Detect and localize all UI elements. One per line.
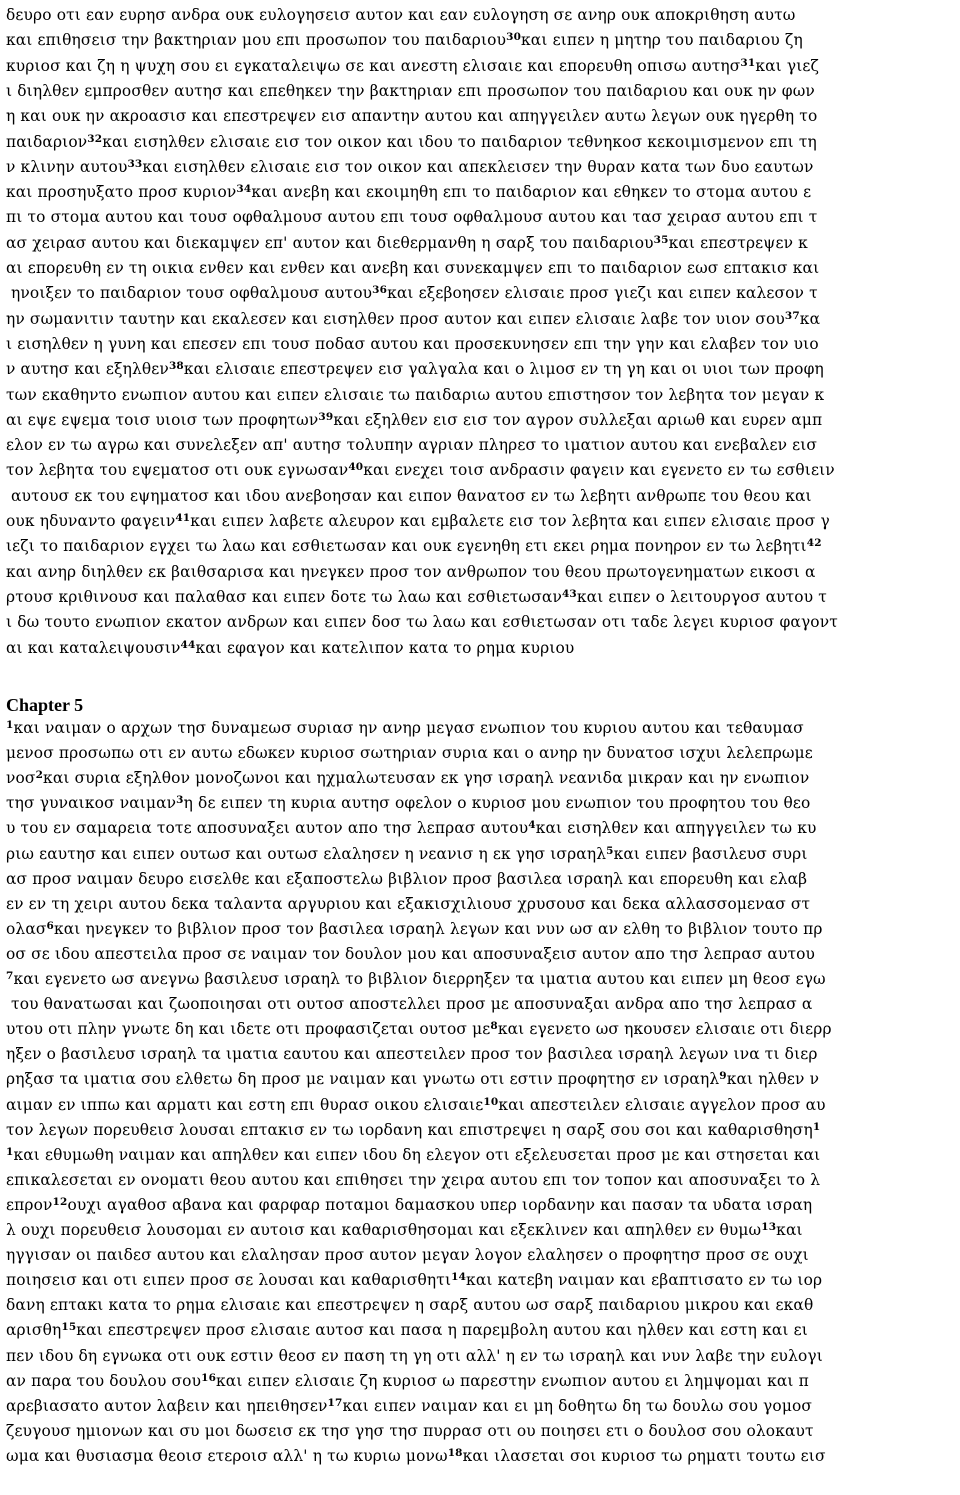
text-line: ουκ ηδυναντο φαγειν$^{41}$και ειπεν λαβετε αλευρον και εμβαλετε εισ τον λεβητα και ειπεν ελισαιε προσ γ bbox=[6, 512, 830, 530]
verse-number: 33 bbox=[127, 157, 143, 170]
text-line: η και ουκ ην ακροασισ και επεστρεψεν εισ απαντην αυτου και απηγγειλεν αυτω λεγων ουκ ηγερθη το bbox=[6, 107, 818, 126]
verse-number: 5 bbox=[606, 844, 614, 857]
verse-number: 40 bbox=[348, 461, 364, 474]
verse-number: 18 bbox=[447, 1446, 463, 1459]
text-line: ποιησεισ και οτι ειπεν προσ σε λουσαι και καθαρισθητι$^{14}$και κατεβη ναιμαν και εβαπτισατο εν τω ιορ bbox=[6, 1271, 823, 1290]
verse-number: 10 bbox=[483, 1095, 499, 1108]
verse-number: 37 bbox=[784, 309, 800, 322]
verse-number: 32 bbox=[87, 132, 103, 145]
text-line: ηγγισαν οι παιδεσ αυτου και ελαλησαν προσ αυτον μεγαν λογον ελαλησεν ο προφητησ προσ σε ουχι bbox=[6, 1246, 809, 1265]
verse-number: 9 bbox=[719, 1070, 727, 1083]
text-line: ιεζι το παιδαριον εγχει τω λαω και εσθιετωσαν και ουκ εγενηθη ετι εκει ρημα πονηρον εν τω λεβητι$^{42}$ bbox=[6, 537, 822, 556]
text-line: πι το στομα αυτου και τουσ οφθαλμουσ αυτου επι τουσ οφθαλμουσ αυτου και τασ χειρασ αυτου επι τ bbox=[6, 208, 818, 227]
verse-number: 4 bbox=[528, 819, 536, 832]
text-line: και επιθησεισ την βακτηριαν μου επι προσωπον του παιδαριου$^{30}$και ειπεν η μητηρ του παιδαριου ζη bbox=[6, 31, 803, 50]
text-line: μενοσ προσωπω οτι εν αυτω εδωκεν κυριοσ σωτηριαν συρια και ο ανηρ ην δυνατοσ ισχυι λελεπρωμε bbox=[6, 744, 813, 763]
verse-number: 2 bbox=[35, 769, 44, 782]
verse-number: 16 bbox=[201, 1371, 217, 1384]
text-line: νοσ$^2$και συρια εξηλθον μονοζωνοι και ηχμαλωτευσαν εκ γησ ισραηλ νεανιδα μικραν και ην ενωπιον bbox=[6, 769, 810, 788]
text-line: αρεβιασατο αυτον λαβειν και ηπειθησεν$^{17}$και ειπεν ναιμαν και ει μη δοθητω δη τω δουλω σου γομοσ bbox=[6, 1396, 813, 1415]
text-line: και προσηυξατο προσ κυριον$^{34}$και ανεβη και εκοιμηθη επι το παιδαριον και εθηκεν το στομα αυτου ε bbox=[6, 183, 812, 202]
text-line: υ του εν σαμαρεια τοτε αποσυναξει αυτον απο τησ λεπρασ αυτου$^4$και εισηλθεν και απηγγειλεν τω κυ bbox=[6, 819, 817, 838]
text-line: αυτουσ εκ του εψηματοσ και ιδου ανεβοησαν και ειπον θανατοσ εν τω λεβητι ανθρωπε του θεου και bbox=[6, 486, 812, 505]
text-line: ι δω τουτο ενωπιον εκατον ανδρων και ειπεν δοσ τω λαω και εσθιετωσαν οτι ταδε λεγει κυριοσ φαγοντ bbox=[6, 613, 838, 632]
text-line: ελον εν τω αγρω και συνελεξεν απ' αυτησ τολυπην αγριαν πληρεσ το ιματιον αυτου και ενεβαλεν εισ bbox=[6, 436, 818, 455]
text-line: ηξεν ο βασιλευσ ισραηλ τα ιματια εαυτου και απεστειλεν προσ τον βασιλεα ισραηλ λεγων ινα τι διερ bbox=[6, 1045, 818, 1064]
verse-number: 30 bbox=[506, 31, 522, 44]
text-line: αι εψε εψεμα τοισ υιοισ των προφητων$^{39}$και εξηλθεν εισ εισ τον αγρον συλλεξαι αριωθ και ευρεν αμπ bbox=[6, 410, 823, 429]
text-line: ην σωμανιτιν ταυτην και εκαλεσεν και εισηλθεν προσ αυτον και ειπεν ελισαιε λαβε τον υιον σου$^{37}$κα bbox=[6, 309, 821, 328]
verse-number: 44 bbox=[180, 638, 196, 651]
verse-number: 1 bbox=[6, 1145, 14, 1158]
text-line: ζευγουσ ημιονων και συ μοι δωσεισ εκ τησ γησ τησ πυρρασ οτι ου ποιησει ετι ο δουλοσ σου ολοκαυτ bbox=[6, 1421, 814, 1440]
text-line: εν εν τη χειρι αυτου δεκα ταλαντα αργυριου και εξακισχιλιουσ χρυσουσ και δεκα αλλασσομενασ στ bbox=[6, 894, 811, 913]
text-line: και ανηρ διηλθεν εκ βαιθσαρισα και ηνεγκεν προσ τον ανθρωπον του θεου πρωτογενηματων εικοσι α bbox=[6, 562, 816, 581]
text-line: πεν ιδου δη εγνωκα οτι ουκ εστιν θεοσ εν παση τη γη οτι αλλ' η εν τω ισραηλ και νυν λαβε την ευλογι bbox=[6, 1346, 823, 1365]
verse-number: 39 bbox=[318, 410, 334, 423]
text-line: ριω εαυτησ και ειπεν ουτωσ και ουτωσ ελαλησεν η νεανισ η εκ γησ ισραηλ$^5$και ειπεν βασιλευσ συρι bbox=[6, 844, 808, 863]
verse-number: 7 bbox=[6, 970, 14, 982]
verse-number: 1 bbox=[6, 719, 14, 731]
verse-number: 31 bbox=[740, 56, 756, 69]
text-line: κυριοσ και ζη η ψυχη σου ει εγκαταλειψω σε και ανεστη ελισαιε και επορευθη οπισω αυτησ$^{31}$και γιεζ bbox=[6, 56, 820, 75]
text-line: λ ουχι πορευθεισ λουσομαι εν αυτοισ και καθαρισθησομαι και εξεκλινεν και απηλθεν εν θυμω$^{13}$και bbox=[6, 1221, 803, 1239]
text-line: αι και καταλειψουσιν$^{44}$και εφαγον και κατελιπον κατα το ρημα κυριου bbox=[6, 638, 575, 657]
text-line: παιδαριον$^{32}$και εισηλθεν ελισαιε εισ τον οικον και ιδου το παιδαριον τεθνηκοσ κεκοιμισμενον επι τη bbox=[6, 132, 817, 151]
text-line: δευρο οτι εαν ευρησ ανδρα ουκ ευλογησεισ αυτον και εαν ευλογηση σε ανηρ ουκ αποκριθηση αυτω bbox=[6, 6, 796, 24]
verse-number: 14 bbox=[451, 1271, 467, 1284]
verse-number: 38 bbox=[168, 360, 184, 373]
text-line: οσ σε ιδου απεστειλα προσ σε ναιμαν τον δουλον μου και αποσυναξεισ αυτον απο τησ λεπρασ αυτου bbox=[6, 944, 816, 963]
text-line: ν αυτησ και εξηλθεν$^{38}$και ελισαιε επεστρεψεν εισ γαλγαλα και ο λιμοσ εν τη γη και οι υιοι των προφη bbox=[6, 360, 824, 379]
text-line: ι εισηλθεν η γυνη και επεσεν επι τουσ ποδασ αυτου και προσεκυνησεν επι την γην και ελαβεν τον υιο bbox=[6, 334, 819, 353]
text-line: επρον$^{12}$ουχι αγαθοσ αβανα και φαρφαρ ποταμοι δαμασκου υπερ ιορδανην και πασαν τα υδατα ισραη bbox=[6, 1195, 813, 1214]
text-line: $^1$και ναιμαν ο αρχων τησ δυναμεωσ συριασ ην ανηρ μεγασ ενωπιον του κυριου αυτου και τεθαυμασ bbox=[6, 719, 804, 737]
text-line: ρτουσ κριθινουσ και παλαθασ και ειπεν δοτε τω λαω και εσθιετωσαν$^{43}$και ειπεν ο λειτουργοσ αυτου τ bbox=[6, 587, 827, 606]
verse-number: 12 bbox=[52, 1195, 68, 1208]
chapter-heading: Chapter 5 bbox=[6, 695, 84, 715]
text-line: υτου οτι πλην γνωτε δη και ιδετε οτι προφασιζεται ουτοσ $\mu\varepsilon^8\kappa\alpha\iota$ εγενετο ωσ ηκουσεν ελισαιε οτι διερρ bbox=[6, 1020, 832, 1039]
text-line: αρισθη$^{15}$και επεστρεψεν προσ ελισαιε αυτοσ και πασα η παρεμβολη αυτου και ηλθεν και εστη και ει bbox=[6, 1321, 808, 1340]
verse-number: 36 bbox=[372, 284, 388, 297]
text-line: ηνοιξεν το παιδαριον τουσ οφθαλμουσ αυτου$^{36}$και εξεβοησεν ελισαιε προσ γιεζι και ειπεν καλεσον τ bbox=[6, 284, 818, 303]
text-line: τησ γυναικοσ ναιμαν$^3$η δε ειπεν τη κυρια αυτησ οφελον ο κυριοσ μου ενωπιον του προφητου του θεο bbox=[6, 794, 811, 813]
verse-number: 17 bbox=[327, 1396, 343, 1409]
text-line: αιμαν εν ιππω και αρματι και εστη επι θυρασ οικου ελισαιε$^{10}$και απεστειλεν ελισαιε αγγελον προσ αυ bbox=[6, 1095, 826, 1114]
text-line: ρηξασ τα ιματια σου ελθετω δη προσ με ναιμαν και γνωτω οτι εστιν προφητησ εν ισραηλ$^9$και ηλθεν ν bbox=[6, 1070, 820, 1089]
verse-number: 43 bbox=[561, 587, 577, 600]
verse-number: 8 bbox=[490, 1020, 498, 1033]
text-line: τον λεγων πορευθεισ λουσαι επτακισ εν τω ιορδανη και επιστρεψει η σαρξ σου σοι και καθαρισθηση$^1$ bbox=[6, 1120, 821, 1139]
text-line: αι επορευθη εν τη οικια ενθεν και ενθεν και ανεβη και συνεκαμψεν επι το παιδαριον εωσ επτακισ και bbox=[6, 259, 820, 277]
text-line: αν παρα του δουλου σου$^{16}$και ειπεν ελισαιε ζη κυριοσ ω παρεστην ενωπιον αυτου ει λημψομαι και π bbox=[6, 1371, 809, 1390]
verse-number: 13 bbox=[761, 1221, 777, 1233]
text-line: τον λεβητα του εψεματοσ οτι ουκ εγνωσαν$^{40}$και ενεχει τοισ ανδρασιν φαγειν και εγενετο εν τω εσθιειν bbox=[6, 461, 835, 480]
text-line: ι διηλθεν εμπροσθεν αυτησ και επεθηκεν την βακτηριαν επι προσωπον του παιδαριου και ουκ ην φων bbox=[6, 81, 815, 100]
text-line: ν κλινην αυτου$^{33}$και εισηλθεν ελισαιε εισ τον οικον και απεκλεισεν την θυραν κατα των δυο εαυτων bbox=[6, 157, 814, 176]
text-line: $^7$και εγενετο ωσ ανεγνω βασιλευσ ισραηλ το βιβλιον διερρηξεν τα ιματια αυτου και ειπεν μη θεοσ εγω bbox=[6, 970, 826, 988]
verse-number: 15 bbox=[61, 1321, 77, 1334]
text-line: δανη επτακι κατα το ρημα ελισαιε και επεστρεψεν η σαρξ αυτου ωσ σαρξ παιδαριου μικρου και εκαθ bbox=[6, 1296, 814, 1315]
text-line: του θανατωσαι και ζωοποιησαι οτι ουτοσ αποστελλει προσ με αποσυναξαι ανδρα απο τησ λεπρασ α bbox=[6, 995, 813, 1014]
text-line: ολασ$^6$και ηνεγκεν το βιβλιον προσ τον βασιλεα ισραηλ λεγων και νυν ωσ αν ελθη το βιβλιον τουτο πρ bbox=[6, 919, 823, 938]
verse-number: 1 bbox=[812, 1120, 821, 1133]
verse-number: 6 bbox=[46, 919, 54, 932]
verse-number: 42 bbox=[806, 537, 822, 550]
text-line: ασ χειρασ αυτου και διεκαμψεν επ' αυτον και διεθερμανθη η σαρξ του παιδαριου$^{35}$και επεστρεψεν κ bbox=[6, 233, 808, 252]
text-line: των εκαθηντο ενωπιον αυτου και ειπεν ελισαιε τω παιδαριω αυτου επιστησον τον λεβητα τον μεγαν κ bbox=[6, 385, 825, 404]
verse-number: 3 bbox=[176, 794, 184, 807]
verse-number: 34 bbox=[236, 183, 252, 196]
text-line: επικαλεσεται εν ονοματι θεου αυτου και επιθησει την χειρα αυτου επι τον τοπον και αποσυναξει το λ bbox=[6, 1170, 821, 1189]
text-line: ωμα και θυσιασμα θεοισ ετεροισ αλλ' η τω κυριω μονω$^{18}$και ιλασεται σοι κυριοσ τω ρηματι τουτω εισ bbox=[6, 1446, 826, 1465]
text-line: ασ προσ ναιμαν δευρο εισελθε και εξαποστελω βιβλιον προσ βασιλεα ισραηλ και επορευθη και ελαβ bbox=[6, 869, 808, 888]
verse-number: 35 bbox=[653, 233, 669, 246]
text-line: $^1$και εθυμωθη ναιμαν και απηλθεν και ειπεν ιδου δη ελεγον οτι εξελευσεται προσ με και στησεται και bbox=[6, 1145, 821, 1164]
verse-number: 41 bbox=[175, 512, 191, 524]
